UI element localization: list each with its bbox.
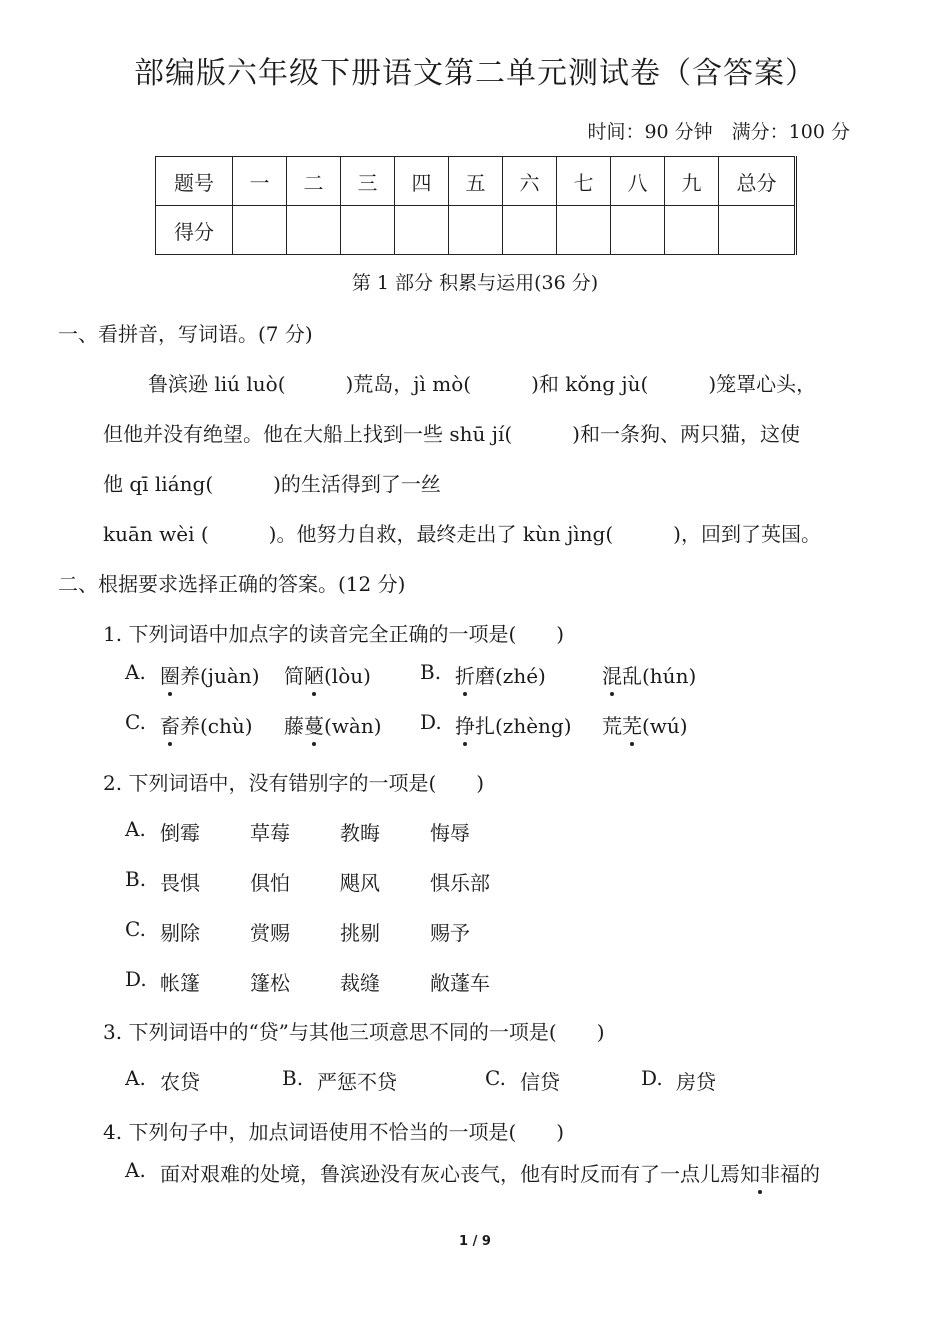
- header-cell: 五: [449, 157, 503, 206]
- q1-option-c-word1: 畜养(chù): [160, 710, 253, 739]
- q2-option-a-word: 草莓: [250, 821, 290, 845]
- score-cell[interactable]: [557, 206, 611, 255]
- question-4-stem: 4. 下列句子中，加点词语使用不恰当的一项是( ): [103, 1120, 565, 1144]
- q1-option-a-word1: 圈养(juàn): [160, 660, 260, 689]
- pinyin-line-2: 但他并没有绝望。他在大船上找到一些 shū jí( )和一条狗、两只猫，这使: [103, 422, 800, 446]
- score-table-score-row: [156, 206, 796, 255]
- header-cell: 三: [341, 157, 395, 206]
- score-cell[interactable]: [233, 206, 287, 255]
- question-2-stem: 2. 下列词语中，没有错别字的一项是( ): [103, 771, 485, 795]
- dotted-phrase: 焉知非福: [720, 1158, 800, 1187]
- dotted-char: 芜: [622, 710, 642, 739]
- page-number: 1 / 9: [459, 1234, 491, 1249]
- q3-option-c-label: C.: [485, 1066, 506, 1090]
- score-cell[interactable]: [449, 206, 503, 255]
- q2-option-d-label: D.: [125, 967, 147, 991]
- score-cell[interactable]: [665, 206, 719, 255]
- q2-option-c-word: 剔除: [160, 921, 200, 945]
- q2-option-d-word: 篷松: [250, 971, 290, 995]
- header-cell: 二: [287, 157, 341, 206]
- exam-meta: 时间：90 分钟 满分：100 分: [587, 121, 850, 143]
- q2-option-a-word: 教晦: [340, 821, 380, 845]
- header-cell: 六: [503, 157, 557, 206]
- score-table-header-row: [156, 157, 796, 206]
- q2-option-b-word: 俱怕: [250, 871, 290, 895]
- q2-option-b-label: B.: [125, 867, 147, 891]
- dotted-char: 折: [455, 660, 475, 689]
- section-1-heading: 一、看拼音，写词语。(7 分): [58, 322, 313, 346]
- q1-option-a-word2: 简陋(lòu): [284, 660, 371, 689]
- q2-option-d-word: 帐篷: [160, 971, 200, 995]
- header-cell: 题号: [156, 157, 233, 206]
- q1-option-c-label: C.: [125, 710, 146, 734]
- header-cell: 八: [611, 157, 665, 206]
- header-cell: 九: [665, 157, 719, 206]
- q2-option-a-label: A.: [125, 817, 146, 841]
- score-cell[interactable]: [287, 206, 341, 255]
- q3-option-c-text: 信贷: [520, 1070, 560, 1094]
- q2-option-c-word: 挑剔: [340, 921, 380, 945]
- q2-option-b-word: 飓风: [340, 871, 380, 895]
- dotted-char: 圈: [160, 660, 180, 689]
- q2-option-a-word: 悔辱: [430, 821, 470, 845]
- q3-option-b-text: 严惩不贷: [317, 1070, 397, 1094]
- q2-option-d-word: 裁缝: [340, 971, 380, 995]
- dotted-char: 陋: [304, 660, 324, 689]
- q3-option-d-label: D.: [641, 1066, 663, 1090]
- pinyin-line-1: 鲁滨逊 liú luò( )荒岛，jì mò( )和 kǒng jù( )笼罩心头，: [148, 372, 817, 396]
- q1-option-d-label: D.: [420, 710, 442, 734]
- part-heading: 第 1 部分 积累与运用(36 分): [351, 272, 599, 294]
- pinyin-line-3: 他 qī liáng( )的生活得到了一丝: [103, 472, 441, 496]
- score-cell[interactable]: [341, 206, 395, 255]
- pinyin-line-4: kuān wèi ( )。他努力自救，最终走出了 kùn jìng( )，回到了英国。: [103, 522, 821, 546]
- q3-option-a-label: A.: [125, 1066, 146, 1090]
- q2-option-c-word: 赐予: [430, 921, 470, 945]
- q1-option-b-word1: 折磨(zhé): [455, 660, 546, 689]
- q3-option-a-text: 农贷: [160, 1070, 200, 1094]
- section-2-heading: 二、根据要求选择正确的答案。(12 分): [58, 572, 406, 596]
- dotted-char: 挣: [455, 710, 475, 739]
- score-row-label: 得分: [156, 206, 233, 255]
- q1-option-b-word2: 混乱(hún): [602, 660, 696, 689]
- score-cell[interactable]: [611, 206, 665, 255]
- header-cell: 一: [233, 157, 287, 206]
- dotted-char: 蔓: [304, 710, 324, 739]
- q3-option-b-label: B.: [282, 1066, 304, 1090]
- q4-option-a-text: 面对艰难的处境，鲁滨逊没有灰心丧气，他有时反而有了一点儿焉知非福的: [160, 1158, 820, 1187]
- q1-option-d-word1: 挣扎(zhèng): [455, 710, 572, 739]
- score-cell[interactable]: [395, 206, 449, 255]
- header-cell: 四: [395, 157, 449, 206]
- q2-option-b-word: 惧乐部: [430, 871, 490, 895]
- header-cell: 七: [557, 157, 611, 206]
- header-cell: 总分: [719, 157, 796, 206]
- score-cell[interactable]: [719, 206, 796, 255]
- score-cell[interactable]: [503, 206, 557, 255]
- q2-option-d-word: 敞蓬车: [430, 971, 490, 995]
- page-title: 部编版六年级下册语文第二单元测试卷（含答案）: [134, 56, 816, 91]
- q1-option-d-word2: 荒芜(wú): [602, 710, 688, 739]
- q1-option-b-label: B.: [420, 660, 442, 684]
- score-table: [155, 156, 797, 255]
- q1-option-c-word2: 藤蔓(wàn): [284, 710, 382, 739]
- q3-option-d-text: 房贷: [676, 1070, 716, 1094]
- q2-option-c-word: 赏赐: [250, 921, 290, 945]
- question-1-stem: 1. 下列词语中加点字的读音完全正确的一项是( ): [103, 622, 565, 646]
- question-3-stem: 3. 下列词语中的“贷”与其他三项意思不同的一项是( ): [103, 1020, 605, 1044]
- q4-option-a-label: A.: [125, 1158, 146, 1182]
- q1-option-a-label: A.: [125, 660, 146, 684]
- dotted-char: 混: [602, 660, 622, 689]
- q2-option-b-word: 畏惧: [160, 871, 200, 895]
- q2-option-a-word: 倒霉: [160, 821, 200, 845]
- dotted-char: 畜: [160, 710, 180, 739]
- q2-option-c-label: C.: [125, 917, 146, 941]
